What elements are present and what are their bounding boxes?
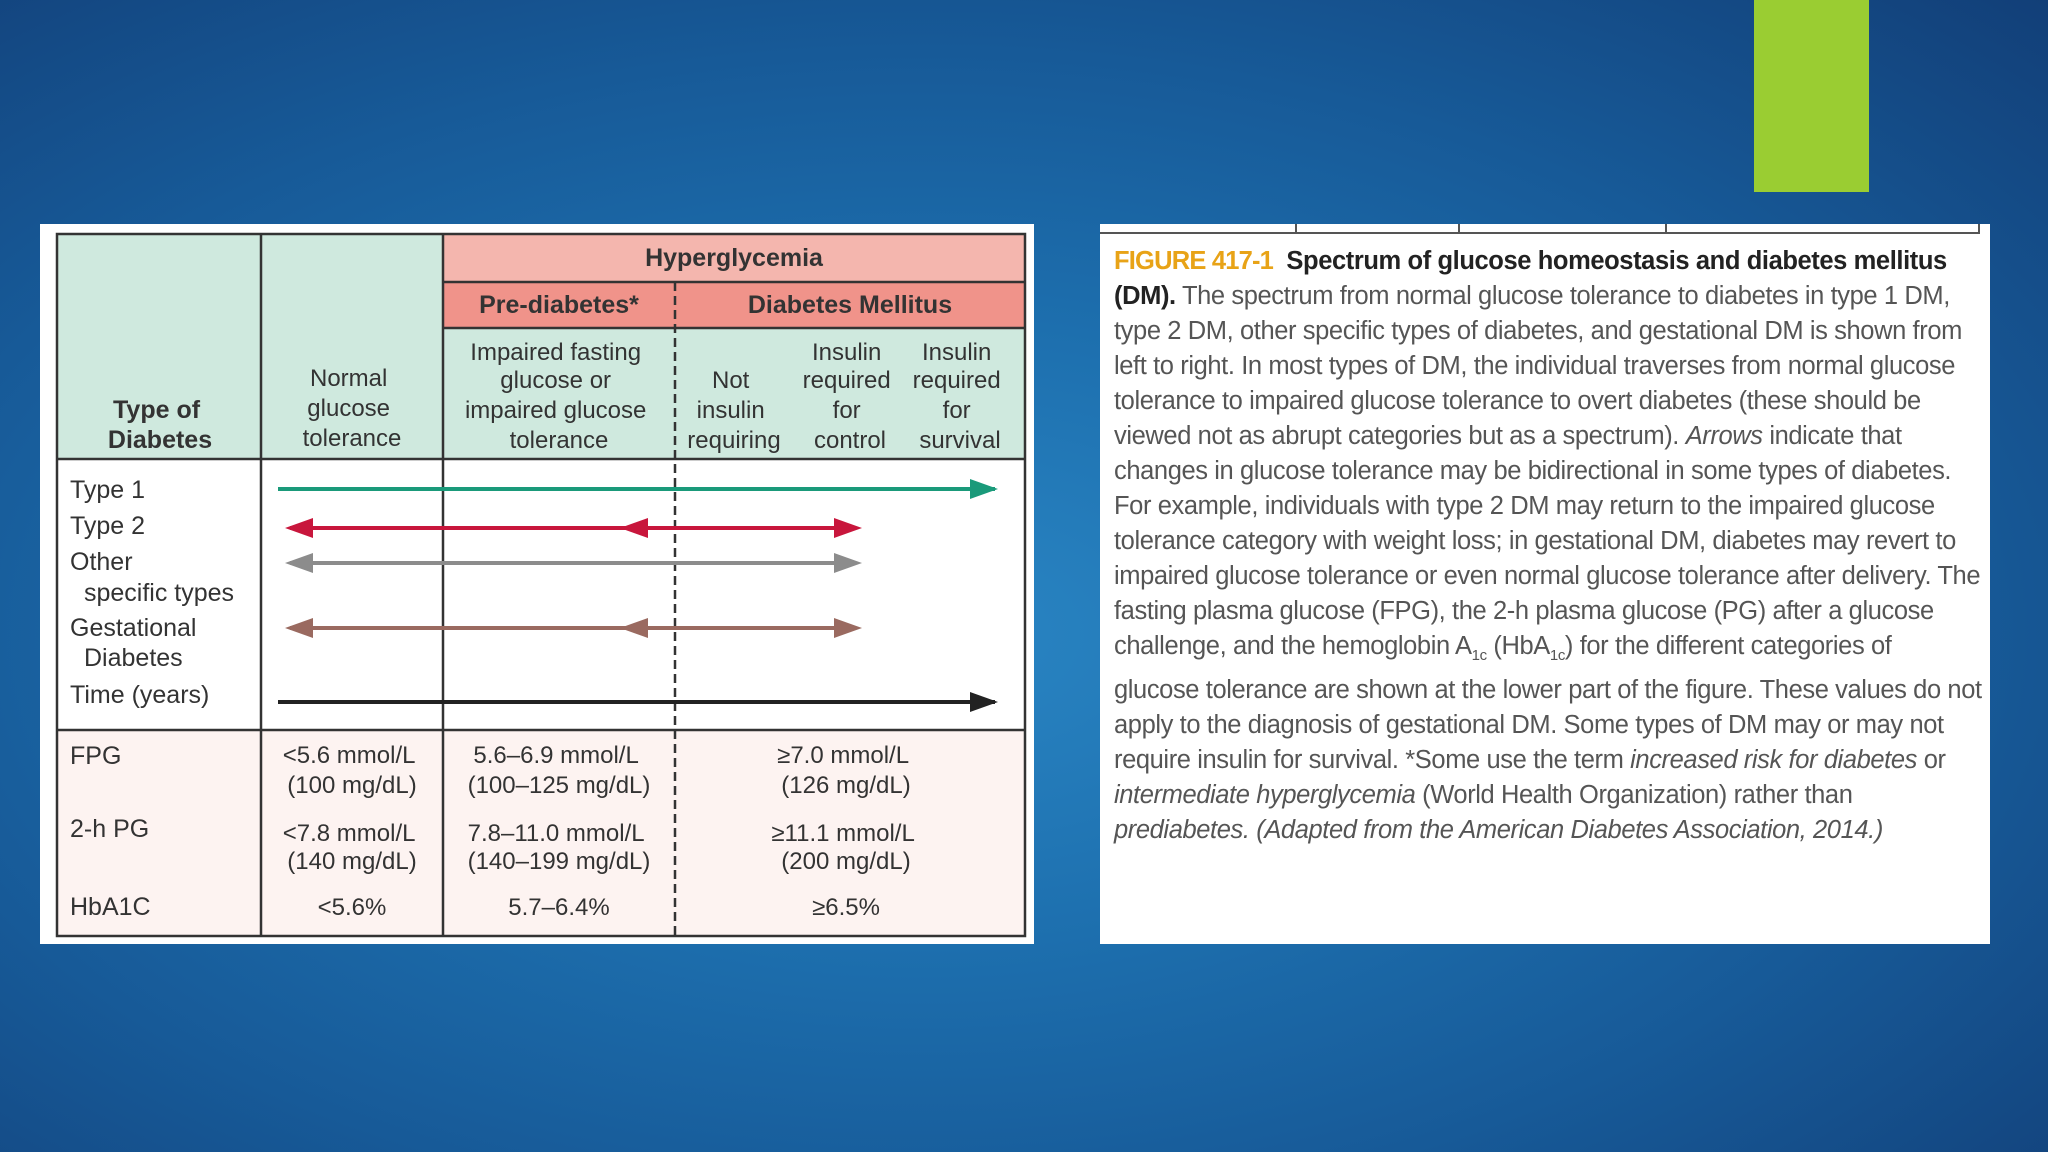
row-label-other: Other specific types: [70, 548, 235, 607]
caption-or: or: [1923, 746, 1946, 775]
impaired-glucose-header: Impaired fasting glucose or impaired glucose tolerance: [464, 339, 647, 454]
caption-panel: [1100, 224, 1990, 944]
caption-body-4: (World Health Organization) rather than: [1422, 781, 1853, 810]
hba1c-diabetes: ≥6.5%: [812, 894, 880, 921]
a1c-subscript: 1c: [1471, 647, 1487, 665]
figure-title: Spectrum of glucose homeostasis and diabetes mellitus (DM).: [1114, 247, 1947, 310]
figure-label: FIGURE 417-1: [1114, 247, 1274, 275]
pg2h-label: 2-h PG: [70, 815, 150, 843]
fpg-prediabetes: 5.6–6.9 mmol/L (100–125 mg/dL): [467, 742, 651, 799]
insulin-for-survival-header: Insulin required for survival: [912, 339, 1001, 454]
time-arrow: [278, 692, 998, 712]
hba-subscript: 1c: [1549, 647, 1565, 665]
other-specific-types-arrow: [285, 553, 862, 573]
row-label-gestational: Gestational Diabetes: [70, 614, 197, 672]
pg2h-diabetes: ≥11.1 mmol/L (200 mg/dL): [771, 820, 914, 875]
hba1c-prediabetes: 5.7–6.4%: [508, 894, 610, 921]
pg2h-normal: <7.8 mmol/L (140 mg/dL): [282, 820, 417, 875]
fpg-diabetes: ≥7.0 mmol/L (126 mg/dL): [777, 742, 911, 799]
hba1c-label: HbA1C: [70, 893, 151, 921]
caption-rule-tick: [1295, 224, 1297, 234]
glucose-spectrum-figure: [40, 224, 1034, 944]
insulin-for-control-header: Insulin required for control: [802, 339, 891, 454]
caption-arrows-word: Arrows: [1685, 422, 1763, 450]
caption-top-rule: [1100, 224, 1980, 234]
normal-glucose-tolerance-header: Normal glucose tolerance: [302, 365, 402, 452]
pg2h-prediabetes: 7.8–11.0 mmol/L (140–199 mg/dL): [467, 820, 651, 875]
row-label-time: Time (years): [70, 681, 210, 709]
fpg-normal: <5.6 mmol/L (100 mg/dL): [282, 742, 417, 799]
figure-panel: [40, 224, 1034, 944]
prediabetes-header: Pre-diabetes*: [479, 291, 639, 319]
diabetes-mellitus-header: Diabetes Mellitus: [747, 291, 953, 319]
hyperglycemia-header: Hyperglycemia: [645, 244, 823, 272]
gestational-arrow: [285, 618, 862, 638]
fpg-label: FPG: [70, 742, 122, 770]
row-label-type1: Type 1: [70, 476, 146, 504]
row-label-type2: Type 2: [70, 512, 146, 540]
caption-italic-2: intermediate hyperglycemia: [1114, 781, 1416, 810]
type-of-diabetes-header: Type of Diabetes: [107, 396, 213, 454]
figure-caption: [1114, 244, 1982, 848]
caption-rule-tick: [1665, 224, 1667, 234]
caption-body-1: The spectrum from normal glucose tolerance to diabetes in type 1 DM, type 2 DM, other specific types of diabetes, and gestational DM is shown from left to right. In most types of DM, the individual traverses from normal glucose tolerance to impaired glucose tolerance to overt diabetes (these should be viewed not as abrupt categories but as a spectrum).: [1114, 282, 1962, 450]
type1-arrow: [278, 479, 998, 499]
not-insulin-requiring-header: Not insulin requiring: [687, 367, 781, 454]
caption-body-2: indicate that changes in glucose tolerance may be bidirectional in some types of diabetes. For example, individuals with type 2 DM may return to the impaired glucose tolerance category with weight loss; in gestational DM, diabetes may revert to impaired glucose tolerance or even normal glucose tolerance after delivery. The fasting plasma glucose (FPG), the 2-h plasma glucose (PG) after a glucose challenge, and the hemoglobin A: [1114, 422, 1981, 660]
hba1c-normal: <5.6%: [317, 894, 387, 921]
caption-italic-1: increased risk for diabetes: [1630, 746, 1917, 775]
caption-body-3: ) for the different categories of glucose tolerance are shown at the lower part of the figure. These values do not apply to the diagnosis of gestational DM. Some types of DM may or may not require insulin for survival. *Some use the term: [1114, 632, 1982, 775]
accent-bar: [1754, 0, 1869, 192]
caption-italic-3: prediabetes. (Adapted from the American Diabetes Association, 2014.): [1114, 816, 1883, 845]
caption-hba: (HbA: [1493, 632, 1550, 660]
caption-rule-tick: [1978, 224, 1980, 234]
type2-arrow: [285, 518, 862, 538]
caption-rule-tick: [1458, 224, 1460, 234]
